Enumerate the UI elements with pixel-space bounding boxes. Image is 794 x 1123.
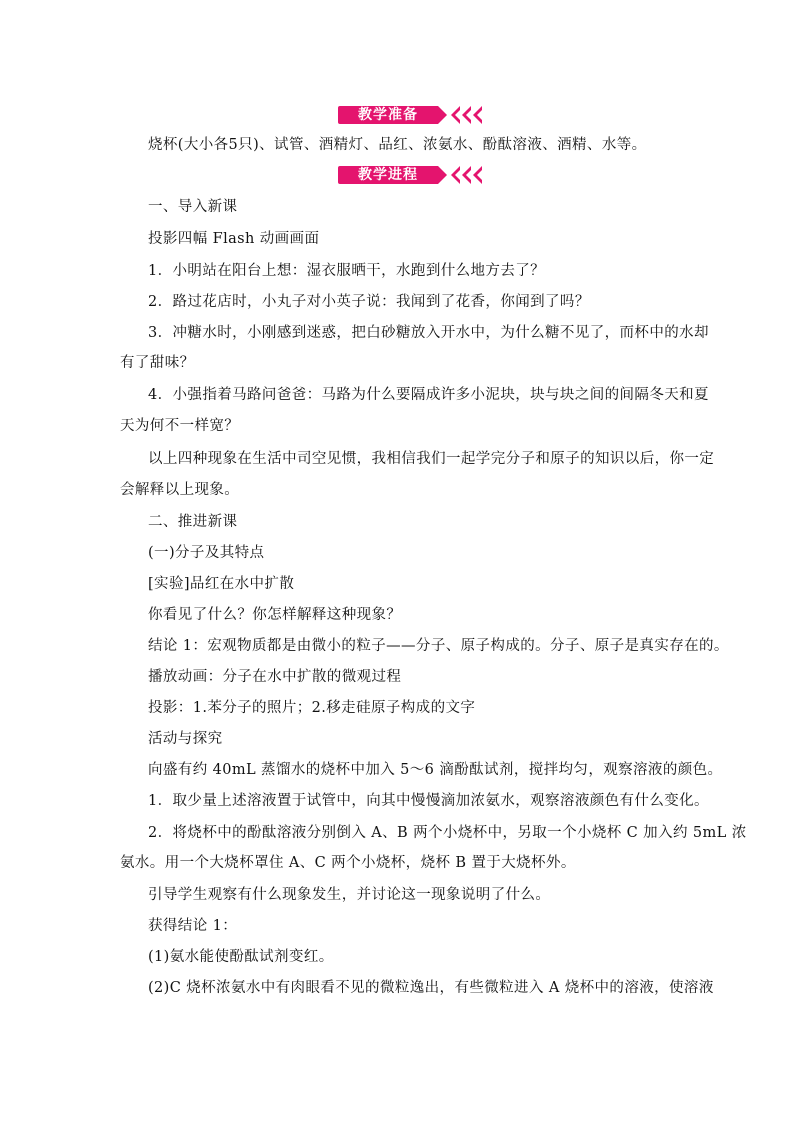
chevron-left-icon <box>473 166 482 184</box>
chevron-left-icon <box>473 106 482 124</box>
paragraph-line: 引导学生观察有什么现象发生，并讨论这一现象说明了什么。 <box>148 887 551 903</box>
banner-tag-tip <box>438 106 447 124</box>
paragraph-line: 1．小明站在阳台上想：湿衣服晒干，水跑到什么地方去了？ <box>148 263 546 279</box>
paragraph-line: 获得结论 1： <box>148 918 238 934</box>
chevron-left-icon <box>462 166 471 184</box>
section-heading: 二、推进新课 <box>148 514 238 530</box>
paragraph-line: 天为何不一样宽？ <box>120 418 240 434</box>
banner-title-process: 教学进程 <box>358 167 418 183</box>
banner-tag-tip <box>438 166 447 184</box>
paragraph-line: (2)C 烧杯浓氨水中有肉眼看不见的微粒逸出，有些微粒进入 A 烧杯中的溶液，使溶液 <box>148 980 714 996</box>
paragraph-line: 向盛有约 40mL 蒸馏水的烧杯中加入 5～6 滴酚酞试剂，搅拌均匀，观察溶液的颜色。 <box>148 762 723 778</box>
paragraph-line: 有了甜味？ <box>120 355 195 371</box>
chevron-left-icon <box>451 106 460 124</box>
paragraph-line: 会解释以上现象。 <box>120 482 240 498</box>
paragraph-line: 投影：1.苯分子的照片；2.移走硅原子构成的文字 <box>148 700 476 716</box>
paragraph-line: 氨水。用一个大烧杯罩住 A、C 两个小烧杯，烧杯 B 置于大烧杯外。 <box>120 855 576 871</box>
paragraph-line: 投影四幅 Flash 动画画面 <box>148 231 320 247</box>
paragraph-line: 结论 1：宏观物质都是由微小的粒子——分子、原子构成的。分子、原子是真实存在的。 <box>148 638 729 654</box>
paragraph-line: 2．将烧杯中的酚酞溶液分别倒入 A、B 两个小烧杯中，另取一个小烧杯 C 加入约 5mL 浓 <box>148 825 747 841</box>
paragraph-line: 活动与探究 <box>148 731 223 747</box>
section-banner-process <box>338 163 488 189</box>
paragraph-line: 3．冲糖水时，小刚感到迷惑，把白砂糖放入开水中，为什么糖不见了，而杯中的水却 <box>148 325 709 341</box>
paragraph-line: 1．取少量上述溶液置于试管中，向其中慢慢滴加浓氨水，观察溶液颜色有什么变化。 <box>148 793 709 809</box>
chevron-left-icon <box>462 106 471 124</box>
section-banner-prep <box>338 103 488 129</box>
paragraph-line: 以上四种现象在生活中司空见惯，我相信我们一起学完分子和原子的知识以后，你一定 <box>148 451 715 467</box>
chevron-left-icon <box>451 166 460 184</box>
section-heading: 一、导入新课 <box>148 199 238 215</box>
prep-materials: 烧杯(大小各5只)、试管、酒精灯、品红、浓氨水、酚酞溶液、酒精、水等。 <box>148 137 647 153</box>
paragraph-line: 4．小强指着马路问爸爸：马路为什么要隔成许多小泥块，块与块之间的间隔冬天和夏 <box>148 387 709 403</box>
paragraph-line: [实验]品红在水中扩散 <box>148 576 295 592</box>
banner-title-prep: 教学准备 <box>358 107 418 123</box>
paragraph-line: 你看见了什么？你怎样解释这种现象？ <box>148 607 402 623</box>
paragraph-line: 2．路过花店时，小丸子对小英子说：我闻到了花香，你闻到了吗？ <box>148 294 590 310</box>
paragraph-line: (1)氨水能使酚酞试剂变红。 <box>148 949 334 965</box>
paragraph-line: 播放动画：分子在水中扩散的微观过程 <box>148 669 402 685</box>
subsection-heading: (一)分子及其特点 <box>148 545 265 561</box>
